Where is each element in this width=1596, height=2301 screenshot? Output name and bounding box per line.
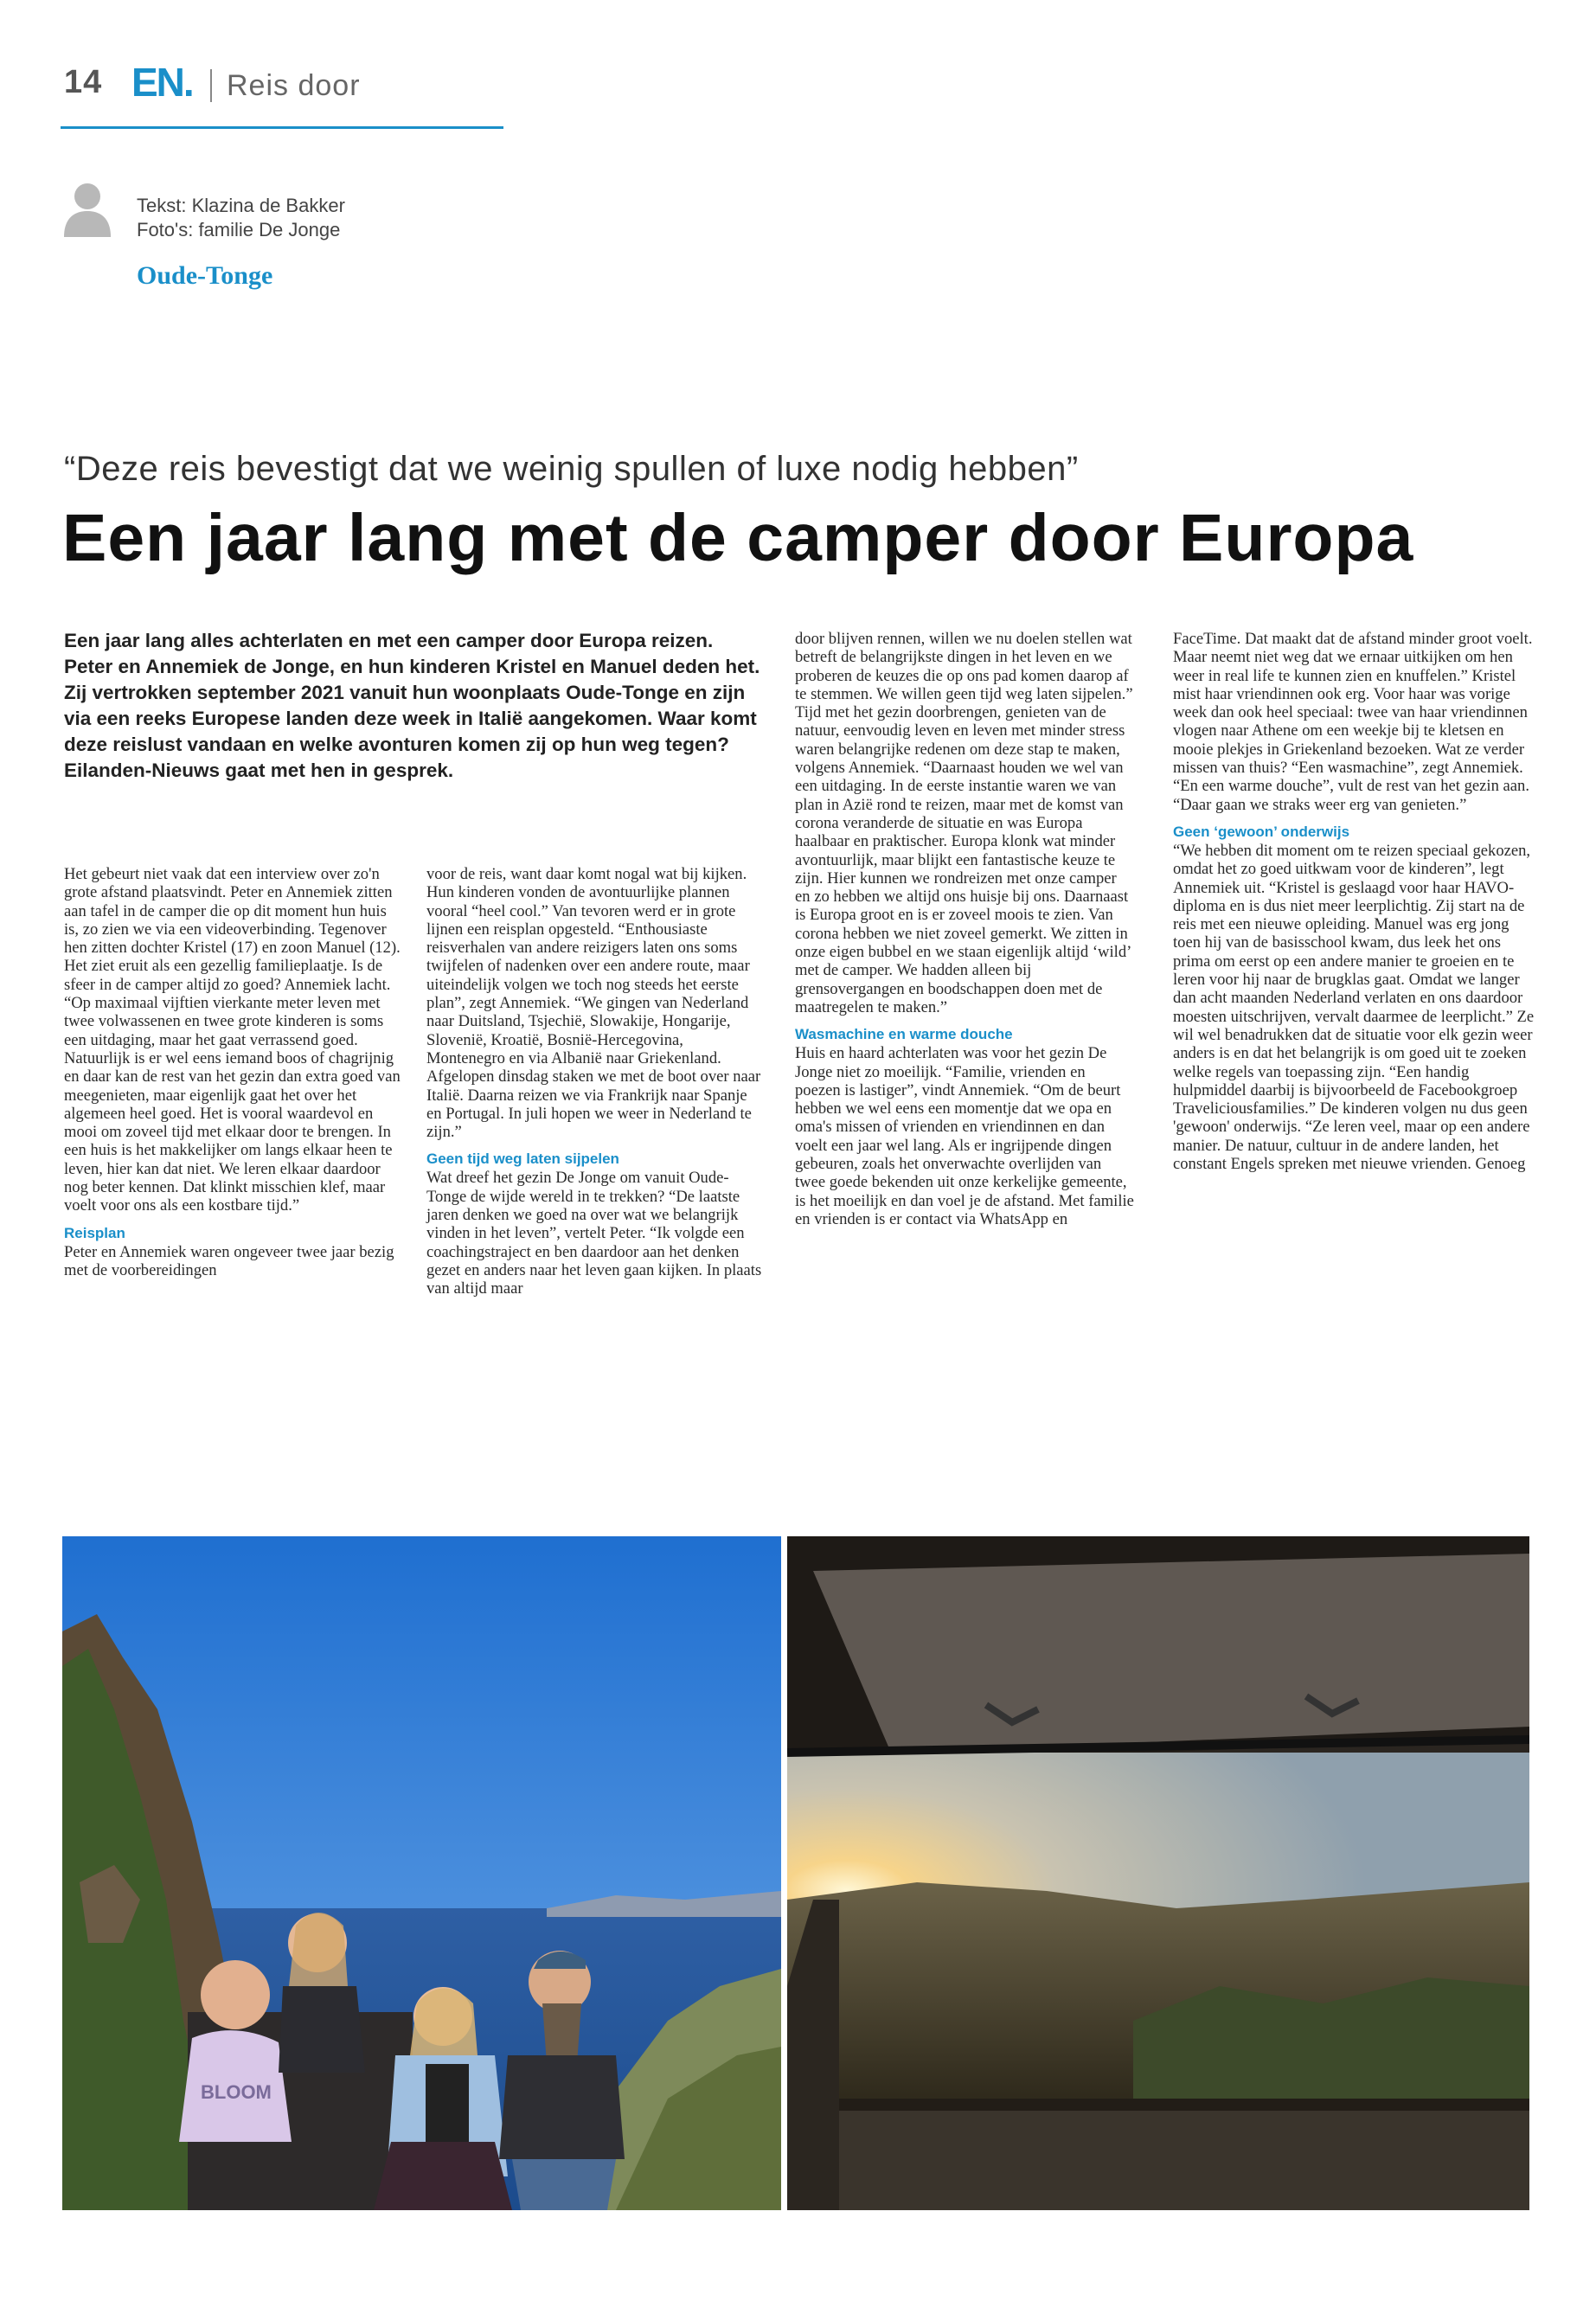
paragraph: voor de reis, want daar komt nogal wat bij kijken. Hun kinderen vonden de avontuurlijke plannen vooral “heel cool.” Van tevoren werd er in grote lijnen een reisplan opgesteld. “Enthousiaste reisverhalen van andere reizigers laten ons soms twijfelen of nadenken over een andere route, maar uiteindelijk volgen we toch nog steeds het eerste plan”, zegt Annemiek. “We gingen van Nederland naar Duitsland, Tsjechië, Slowakije, Hongarije, Slovenië, Kroatië, Bosnië-Hercegovina, Montenegro en via Albanië naar Griekenland. Afgelopen dinsdag staken we met de boot over naar Italië. Daarna reizen we via Frankrijk naar Spanje en Portugal. In juli hopen we weer in Nederland te zijn.”	[426, 865, 761, 1142]
header-rule	[61, 126, 503, 129]
camper-window-image	[787, 1536, 1529, 2210]
subheading-wasmachine: Wasmachine en warme douche	[795, 1026, 1013, 1043]
paragraph: Peter en Annemiek waren ongeveer twee jaar bezig met de voorbereidingen	[64, 1242, 394, 1279]
column-2	[426, 865, 766, 1298]
credits	[137, 194, 345, 242]
paragraph: FaceTime. Dat maakt dat de afstand minder groot voelt. Maar neemt niet weg dat we ernaar uitkijken om hen weer in real life te kunnen zien en knuffelen.” Kristel mist haar vriendinnen ook erg. Voor haar was vorige week dan ook heel speciaal: twee van haar vriendinnen vlogen naar Athene om een weekje bij te kletsen en mooie plekjes in Griekenland bezoeken. Wat ze verder missen van thuis? “Een wasmachine”, zegt Annemiek. “En een warme douche”, vult de rest van het gezin aan. “Daar gaan we straks weer erg van genieten.”	[1173, 630, 1533, 814]
photo-credit: Foto's: familie De Jonge	[137, 219, 341, 240]
family-photo-image	[62, 1536, 781, 2210]
paragraph: door blijven rennen, willen we nu doelen stellen wat betreft de belangrijkste dingen in het leven en we proberen de keuzes die op ons pad komen daarop af te stemmen. We willen geen tijd weg laten sijpelen.” Tijd met het gezin doorbrengen, genieten van de natuur, eenvoudig leven en leven met minder stress waren belangrijke redenen om deze stap te maken, volgens Annemiek. “Daarnaast houden we wel van een uitdaging. In de eerste instantie waren we van plan in Azië rond te reizen, maar met de komst van corona veranderde de situatie en was Europa haalbaar en praktischer. Europa klonk wat minder avontuurlijk, maar blijkt een fantastische keuze te zijn. Hier kunnen we rondreizen met onze camper en zo hebben we altijd ons huisje bij ons. Daarnaast is Europa groot en is er zoveel moois te zien. Van corona hebben we niet zoveel gemerkt. We zitten in onze eigen bubbel en we staan eigenlijk altijd ‘wild’ met de camper. We hadden alleen bij grensovergangen en boodschappen doen met de maatregelen te maken.”	[795, 630, 1133, 1016]
subheading-geen-tijd: Geen tijd weg laten sijpelen	[426, 1150, 619, 1168]
paragraph: Het gebeurt niet vaak dat een interview over zo'n grote afstand plaatsvindt. Peter en Annemiek zitten aan tafel in de camper die op dit moment hun huis is, zo zien we via een videoverbinding. Tegenover hen zitten dochter Kristel (17) en zoon Manuel (12). Het ziet eruit als een gezellig familieplaatje. Is de sfeer in de camper altijd zo goed? Annemiek lacht. “Op maximaal vijftien vierkante meter leven met twee volwassenen en twee grote kinderen is soms een uitdaging, maar het gaat verrassend goed. Natuurlijk is er wel eens iemand boos of chagrijnig en daar kan de rest van het gezin dan extra goed van meegenieten, maar eigenlijk gaat het over het algemeen heel goed. Het is vooral waardevol en mooi om zoveel tijd met elkaar door te brengen. In een huis is het makkelijker om langs elkaar heen te leven, hier kan dat niet. We leren elkaar daardoor nog beter kennen. Dat klinkt misschien klef, maar voelt voor ons als een kostbare tijd.”	[64, 865, 401, 1215]
pull-quote: “Deze reis bevestigt dat we weinig spullen of luxe nodig hebben”	[64, 450, 1079, 488]
page-number: 14	[64, 64, 103, 100]
paragraph: Huis en haard achterlaten was voor het gezin De Jonge niet zo moeilijk. “Familie, vrienden en poezen is lastiger”, vindt Annemiek. “Om de beurt hebben we wel eens een momentje dat we opa en oma's missen of vrienden en vriendinnen en dan voelt een jaar wel lang. Als er ingrijpende dingen gebeuren, zoals het onverwachte overlijden van twee goede bekenden uit onze kerkelijke gemeente, is het moeilijk en dan voel je de afstand. Met familie en vrienden is er contact via WhatsApp en	[795, 1044, 1134, 1228]
column-1	[64, 865, 403, 1279]
paragraph: “We hebben dit moment om te reizen speciaal gekozen, omdat het zo goed uitkwam voor de kinderen”, legt Annemiek uit. “Kristel is geslaagd voor haar HAVO-diploma en is dus niet meer leerplichtig. Zij start na de reis met een nieuwe opleiding. Manuel was erg jong toen hij van de basisschool kwam, dus leek het ons prima om eerst op een andere manier te groeien en te leren voor hij naar de brugklas gaat. Omdat we langer dan acht maanden Nederland verlaten en ons daardoor moesten uitschrijven, vervalt daarmee de leerplicht.” Ze wil wel benadrukken dat de situatie voor elk gezin weer anders is en dat het belangrijk is om goed uit te zoeken welke regels van toepassing zijn. “Een handig hulpmiddel daarbij is bijvoorbeeld de Facebookgroep Traveliciousfamilies.” De kinderen volgen nu dus geen 'gewoon' onderwijs. “Ze leren veel, maar op een andere manier. De natuur, cultuur in de andere landen, het constant Engels spreken met nieuwe vrienden. Genoeg	[1173, 841, 1535, 1174]
author-avatar-icon	[62, 180, 112, 237]
section-title: Reis door	[227, 69, 361, 102]
camper-window-photo	[787, 1536, 1529, 2210]
column-4	[1173, 630, 1536, 1173]
shirt-text: BLOOM	[201, 2081, 272, 2103]
text-credit: Tekst: Klazina de Bakker	[137, 195, 345, 216]
paragraph: Wat dreef het gezin De Jonge om vanuit Oude-Tonge de wijde wereld in te trekken? “De laatste jaren denken we goed na over wat we belangrijk vinden in het leven”, vertelt Peter. “Ik volgde een coachingstraject en ben daardoor aan het denken gezet en anders naar het leven gaan kijken. In plaats van altijd maar	[426, 1169, 762, 1298]
subheading-reisplan: Reisplan	[64, 1224, 125, 1241]
subheading-onderwijs: Geen ‘gewoon’ onderwijs	[1173, 823, 1350, 840]
lead-paragraph: Een jaar lang alles achterlaten en met een camper door Europa reizen. Peter en Annemiek de Jonge, en hun kinderen Kristel en Manuel deden het. Zij vertrokken september 2021 vanuit hun woonplaats Oude-Tonge en zijn via een reeks Europese landen deze week in Italië aangekomen. Waar komt deze reislust vandaan en welke avonturen komen zij op hun weg tegen? Eilanden-Nieuws gaat met hen in gesprek.	[64, 630, 760, 781]
column-3	[795, 630, 1134, 1228]
headline: Een jaar lang met de camper door Europa	[62, 501, 1414, 575]
header-separator	[210, 69, 212, 102]
family-photo	[62, 1536, 781, 2210]
dateline: Oude-Tonge	[137, 261, 273, 290]
brand-logo: EN.	[131, 60, 193, 105]
